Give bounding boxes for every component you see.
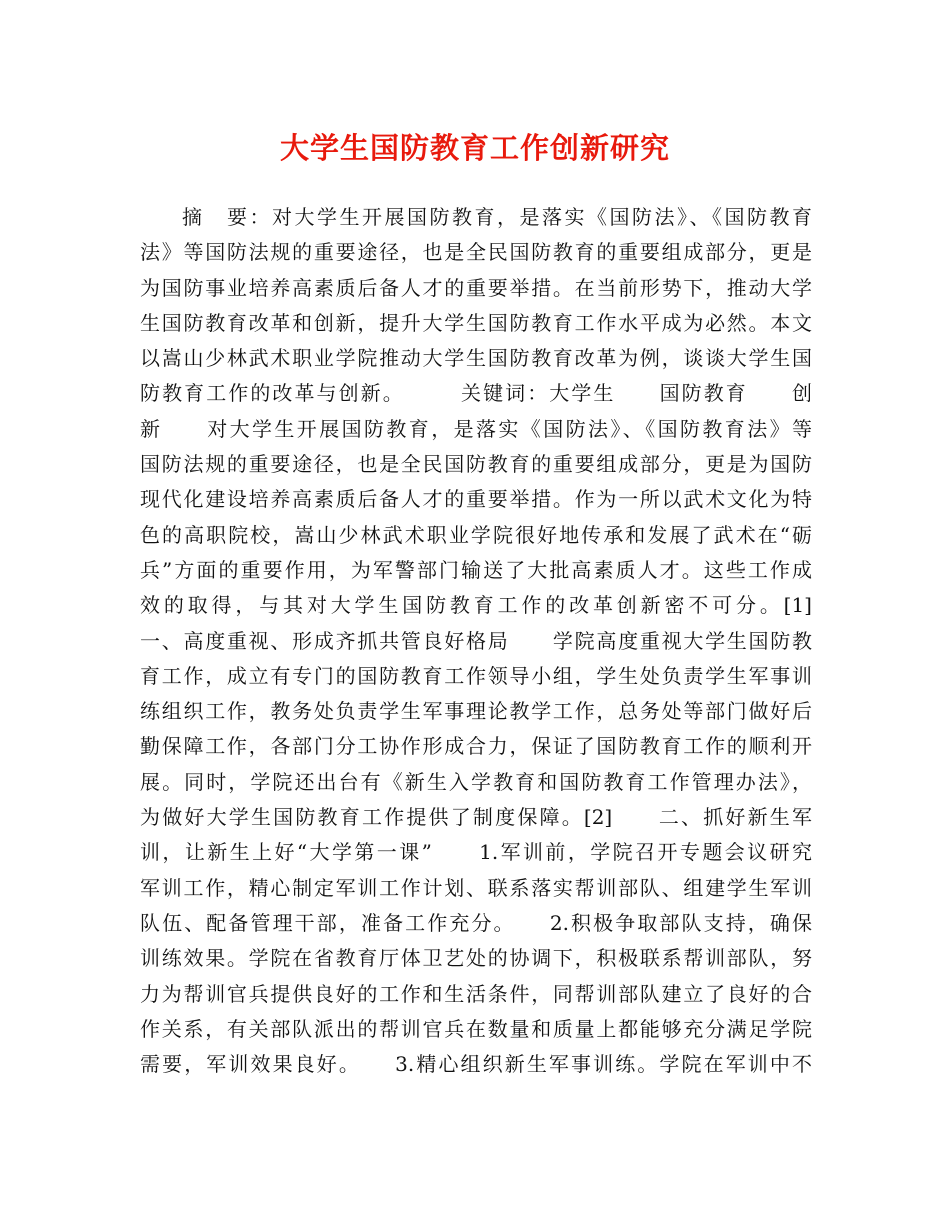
body-line: 展。同时，学院还出台有《新生入学教育和国防教育工作管理办法》， bbox=[140, 769, 812, 794]
body-line: 训练效果。学院在省教育厅体卫艺处的协调下，积极联系帮训部队，努 bbox=[140, 946, 812, 971]
body-line: 为国防事业培养高素质后备人才的重要举措。在当前形势下，推动大学 bbox=[140, 275, 812, 300]
body-line: 效的取得，与其对大学生国防教育工作的改革创新密不可分。[1] bbox=[140, 593, 812, 618]
body-line: 防教育工作的改革与创新。 关键词：大学生 国防教育 创 bbox=[140, 381, 812, 406]
body-line: 法》等国防法规的重要途径，也是全民国防教育的重要组成部分，更是 bbox=[140, 240, 812, 265]
body-line: 需要，军训效果良好。 3.精心组织新生军事训练。学院在军训中不 bbox=[140, 1052, 812, 1077]
body-line: 色的高职院校，嵩山少林武术职业学院很好地传承和发展了武术在“砺 bbox=[140, 522, 812, 547]
document-body bbox=[140, 200, 812, 1082]
body-line: 生国防教育改革和创新，提升大学生国防教育工作水平成为必然。本文 bbox=[140, 310, 812, 335]
body-line: 力为帮训官兵提供良好的工作和生活条件，同帮训部队建立了良好的合 bbox=[140, 981, 812, 1006]
body-line: 新 对大学生开展国防教育，是落实《国防法》、《国防教育法》等 bbox=[140, 416, 812, 441]
body-line: 队伍、配备管理干部，准备工作充分。 2.积极争取部队支持，确保 bbox=[140, 910, 812, 935]
body-line: 训，让新生上好“大学第一课” 1.军训前，学院召开专题会议研究 bbox=[140, 840, 812, 865]
body-line: 兵”方面的重要作用，为军警部门输送了大批高素质人才。这些工作成 bbox=[140, 557, 812, 582]
body-line: 以嵩山少林武术职业学院推动大学生国防教育改革为例，谈谈大学生国 bbox=[140, 346, 812, 371]
body-line: 国防法规的重要途径，也是全民国防教育的重要组成部分，更是为国防 bbox=[140, 452, 812, 477]
body-line: 一、高度重视、形成齐抓共管良好格局 学院高度重视大学生国防教 bbox=[140, 628, 812, 653]
body-line: 勤保障工作，各部门分工协作形成合力，保证了国防教育工作的顺利开 bbox=[140, 734, 812, 759]
body-line: 为做好大学生国防教育工作提供了制度保障。[2] 二、抓好新生军 bbox=[140, 805, 812, 830]
body-line: 摘 要：对大学生开展国防教育，是落实《国防法》、《国防教育 bbox=[182, 205, 812, 229]
body-line: 现代化建设培养高素质后备人才的重要举措。作为一所以武术文化为特 bbox=[140, 487, 812, 512]
body-line: 练组织工作，教务处负责学生军事理论教学工作，总务处等部门做好后 bbox=[140, 699, 812, 724]
body-line: 作关系，有关部队派出的帮训官兵在数量和质量上都能够充分满足学院 bbox=[140, 1016, 812, 1041]
document-title: 大学生国防教育工作创新研究 bbox=[279, 131, 670, 165]
body-line: 育工作，成立有专门的国防教育工作领导小组，学生处负责学生军事训 bbox=[140, 663, 812, 688]
body-line: 军训工作，精心制定军训工作计划、联系落实帮训部队、组建学生军训 bbox=[140, 875, 812, 900]
